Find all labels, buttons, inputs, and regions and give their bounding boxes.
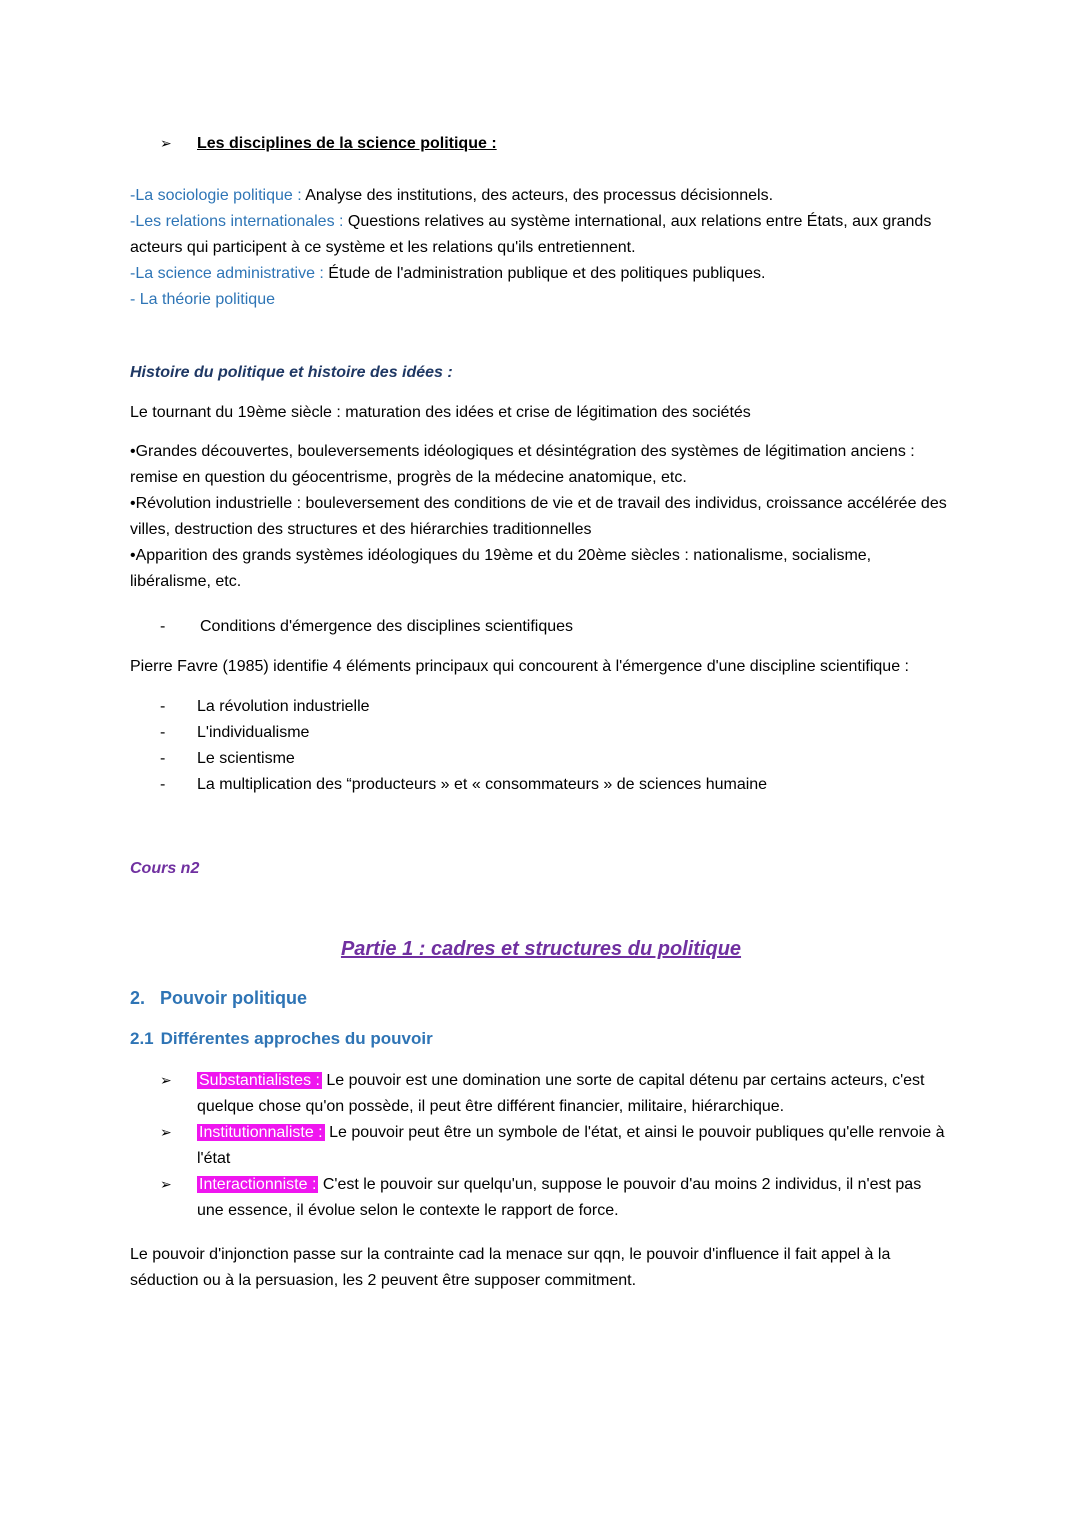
approach-item xyxy=(130,1068,952,1120)
arrow-bullet-icon: ➢ xyxy=(160,1125,172,1141)
dash-bullet: - xyxy=(160,618,166,635)
discipline-item xyxy=(130,209,952,261)
discipline-term: - La théorie politique xyxy=(130,291,275,308)
approach-text xyxy=(197,1120,952,1172)
heading-approches-pouvoir xyxy=(130,1026,952,1052)
histoire-heading: Histoire du politique et histoire des idées : xyxy=(130,364,453,381)
discipline-desc: Étude de l'administration publique et des politiques publiques. xyxy=(323,265,766,282)
histoire-bullets xyxy=(130,439,952,595)
histoire-intro: Le tournant du 19ème siècle : maturation des idées et crise de légitimation des sociétés xyxy=(130,404,751,421)
favre-list xyxy=(130,694,952,798)
heading-pouvoir-politique xyxy=(130,984,952,1012)
conditions-dash-item xyxy=(130,614,952,640)
discipline-item xyxy=(130,261,952,287)
arrow-bullet-icon: ➢ xyxy=(160,1073,172,1089)
approach-term-highlighted: Institutionnaliste : xyxy=(199,1124,323,1141)
discipline-item xyxy=(130,287,952,313)
bullet-item: •Apparition des grands systèmes idéologiques du 19ème et du 20ème siècles : nationalisme, socialisme, libéralisme, etc. xyxy=(130,547,872,590)
dash-bullet: - xyxy=(160,724,166,741)
dash-bullet: - xyxy=(160,776,166,793)
disciplines-heading: Les disciplines de la science politique : xyxy=(197,135,497,152)
dash-bullet: - xyxy=(160,698,166,715)
discipline-term: -Les relations internationales : xyxy=(130,213,344,230)
bullet-item: •Révolution industrielle : bouleversement des conditions de vie et de travail des individus, croissance accélérée des villes, destruction des structures et des hiérarchies traditionnelles xyxy=(130,495,947,538)
discipline-term: -La science administrative : xyxy=(130,265,324,282)
list-item-text: La révolution industrielle xyxy=(197,698,370,715)
discipline-item xyxy=(130,183,952,209)
arrow-bullet-icon: ➢ xyxy=(160,136,172,152)
discipline-desc: Analyse des institutions, des acteurs, des processus décisionnels. xyxy=(301,187,774,204)
list-item xyxy=(130,772,952,798)
conditions-text: Conditions d'émergence des disciplines scientifiques xyxy=(200,618,574,635)
list-item-text: L'individualisme xyxy=(197,724,310,741)
approach-item xyxy=(130,1172,952,1224)
closing-paragraph: Le pouvoir d'injonction passe sur la contrainte cad la menace sur qqn, le pouvoir d'influence il fait appel à la séduction ou à la persuasion, les 2 peuvent être supposer commitment. xyxy=(130,1246,891,1289)
approach-desc: Le pouvoir peut être un symbole de l'état, et ainsi le pouvoir publiques qu'elle renvoie à l'état xyxy=(197,1124,945,1167)
approach-text xyxy=(197,1068,952,1120)
list-item xyxy=(130,694,952,720)
arrow-bullet-icon: ➢ xyxy=(160,1177,172,1193)
discipline-desc: Questions relatives au système international, aux relations entre États, aux grands acteurs qui participent à ce système et les relations qu'ils entretiennent. xyxy=(130,213,932,256)
heading-label: Différentes approches du pouvoir xyxy=(160,1029,433,1048)
disciplines-list xyxy=(130,183,952,313)
partie-title: Partie 1 : cadres et structures du politique xyxy=(340,938,742,960)
approach-term-highlighted: Substantialistes : xyxy=(199,1072,320,1089)
heading-number: 2.1 xyxy=(130,1029,154,1048)
approaches-list xyxy=(130,1068,952,1224)
list-item-text: Le scientisme xyxy=(197,750,295,767)
heading-label: Pouvoir politique xyxy=(160,988,307,1008)
bullet-item: •Grandes découvertes, bouleversements idéologiques et désintégration des systèmes de légitimation anciens : remise en question du géocentrisme, progrès de la médecine anatomique, etc. xyxy=(130,443,915,486)
approach-desc: C'est le pouvoir sur quelqu'un, suppose le pouvoir d'au moins 2 individus, il n'est pas une essence, il évolue selon le contexte le rapport de force. xyxy=(197,1176,922,1219)
partie-title-row xyxy=(130,934,952,964)
dash-bullet: - xyxy=(160,750,166,767)
favre-paragraph: Pierre Favre (1985) identifie 4 éléments principaux qui concourent à l'émergence d'une discipline scientifique : xyxy=(130,658,909,675)
discipline-term: -La sociologie politique : xyxy=(130,187,302,204)
approach-item xyxy=(130,1120,952,1172)
list-item xyxy=(130,720,952,746)
approach-text xyxy=(197,1172,952,1224)
disciplines-heading-row xyxy=(130,131,952,157)
approach-term-highlighted: Interactionniste : xyxy=(199,1176,317,1193)
cours-label: Cours n2 xyxy=(130,860,200,877)
list-item xyxy=(130,746,952,772)
list-item-text: La multiplication des “producteurs » et « consommateurs » de sciences humaine xyxy=(197,776,768,793)
approach-desc: Le pouvoir est une domination une sorte de capital détenu par certains acteurs, c'est quelque chose qu'on possède, il peut être différent financier, militaire, hiérarchique. xyxy=(197,1072,925,1115)
heading-number: 2. xyxy=(130,988,146,1008)
